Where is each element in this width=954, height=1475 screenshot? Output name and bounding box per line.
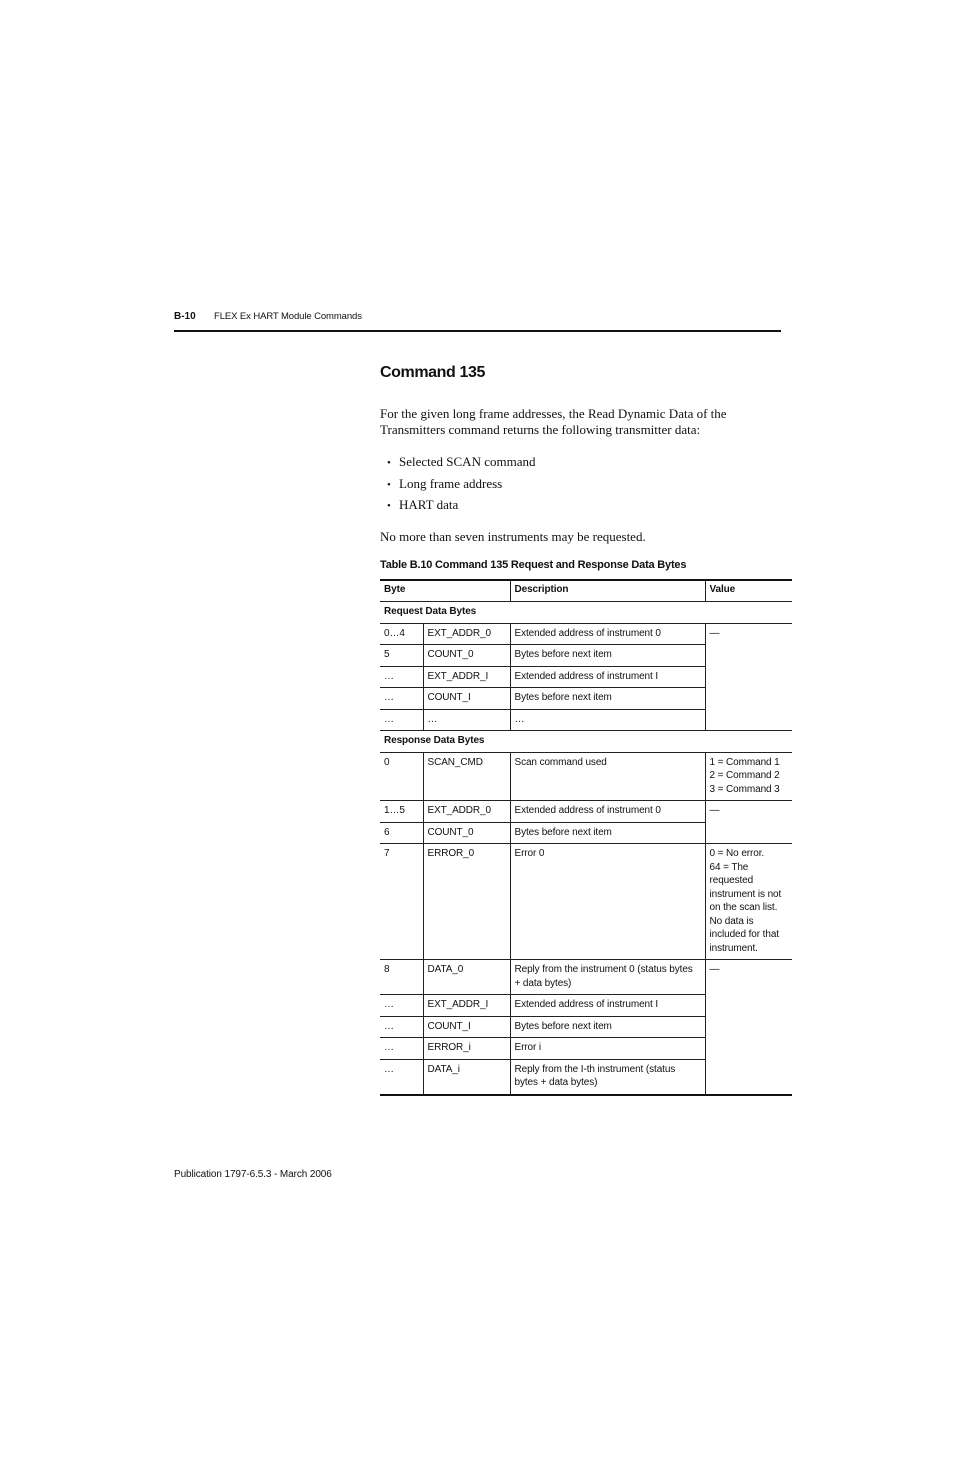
bullet-list — [380, 452, 792, 517]
request-section-row — [380, 602, 792, 624]
section-title: Command 135 — [380, 364, 485, 381]
table-header-row — [380, 580, 792, 602]
main-content — [380, 364, 792, 1096]
description-cell: Bytes before next item — [510, 688, 705, 710]
byte-cell: … — [380, 1038, 423, 1060]
value-cell: — — [705, 623, 792, 731]
byte-cell: 0…4 — [380, 623, 423, 645]
table-row — [380, 960, 792, 995]
header-byte: Byte — [380, 580, 510, 602]
request-section-title: Request Data Bytes — [380, 602, 792, 624]
table-caption: Table B.10 Command 135 Request and Response Data Bytes — [380, 558, 687, 571]
description-cell: Scan command used — [510, 752, 705, 801]
field-cell: COUNT_I — [423, 688, 510, 710]
table-row — [380, 752, 792, 801]
table-row — [380, 844, 792, 960]
field-cell: SCAN_CMD — [423, 752, 510, 801]
response-section-row — [380, 731, 792, 753]
field-cell: EXT_ADDR_0 — [423, 801, 510, 823]
description-cell: Bytes before next item — [510, 645, 705, 667]
field-cell: … — [423, 709, 510, 731]
byte-cell: … — [380, 688, 423, 710]
value-cell: — — [705, 960, 792, 1095]
description-cell: Reply from the I-th instrument (status bytes + data bytes) — [510, 1059, 705, 1095]
description-cell: Reply from the instrument 0 (status bytes + data bytes) — [510, 960, 705, 995]
description-cell: Extended address of instrument I — [510, 995, 705, 1017]
description-cell: Extended address of instrument 0 — [510, 801, 705, 823]
page-header — [174, 310, 781, 332]
response-section-title: Response Data Bytes — [380, 731, 792, 753]
byte-cell: … — [380, 666, 423, 688]
field-cell: ERROR_i — [423, 1038, 510, 1060]
byte-cell: 7 — [380, 844, 423, 960]
byte-cell: 0 — [380, 752, 423, 801]
field-cell: ERROR_0 — [423, 844, 510, 960]
field-cell: EXT_ADDR_0 — [423, 623, 510, 645]
field-cell: COUNT_0 — [423, 645, 510, 667]
value-cell: 0 = No error. 64 = The requested instrument is not on the scan list. No data is included for that instrument. — [705, 844, 792, 960]
byte-cell: 5 — [380, 645, 423, 667]
description-cell: Extended address of instrument 0 — [510, 623, 705, 645]
byte-cell: … — [380, 1016, 423, 1038]
description-cell: Error 0 — [510, 844, 705, 960]
field-cell: COUNT_0 — [423, 822, 510, 844]
byte-cell: 6 — [380, 822, 423, 844]
byte-cell: 1…5 — [380, 801, 423, 823]
table-row — [380, 623, 792, 645]
byte-cell: … — [380, 709, 423, 731]
command-table — [380, 579, 792, 1096]
list-item: • HART data — [387, 495, 792, 517]
bullet-icon: • — [387, 457, 391, 469]
value-cell: 1 = Command 1 2 = Command 2 3 = Command 3 — [705, 752, 792, 801]
limit-note: No more than seven instruments may be requested. — [380, 528, 646, 544]
description-cell: Bytes before next item — [510, 1016, 705, 1038]
field-cell: COUNT_I — [423, 1016, 510, 1038]
description-cell: … — [510, 709, 705, 731]
bullet-icon: • — [387, 478, 391, 491]
description-cell: Bytes before next item — [510, 822, 705, 844]
field-cell: DATA_0 — [423, 960, 510, 995]
list-item: • Long frame address — [387, 474, 792, 496]
byte-cell: … — [380, 995, 423, 1017]
field-cell: DATA_i — [423, 1059, 510, 1095]
value-cell: — — [705, 801, 792, 844]
field-cell: EXT_ADDR_I — [423, 995, 510, 1017]
list-item: • Selected SCAN command — [387, 452, 792, 474]
header-description: Description — [510, 580, 705, 602]
page-number: B-10 — [174, 311, 196, 322]
chapter-title: FLEX Ex HART Module Commands — [214, 311, 362, 322]
bullet-icon: • — [387, 500, 391, 512]
intro-paragraph: For the given long frame addresses, the Read Dynamic Data of the Transmitters command returns the following transmitter data: — [380, 406, 727, 437]
byte-cell: 8 — [380, 960, 423, 995]
byte-cell: … — [380, 1059, 423, 1095]
header-value: Value — [705, 580, 792, 602]
field-cell: EXT_ADDR_I — [423, 666, 510, 688]
table-row — [380, 801, 792, 823]
publication-footer: Publication 1797-6.5.3 - March 2006 — [174, 1169, 332, 1180]
description-cell: Extended address of instrument I — [510, 666, 705, 688]
description-cell: Error i — [510, 1038, 705, 1060]
